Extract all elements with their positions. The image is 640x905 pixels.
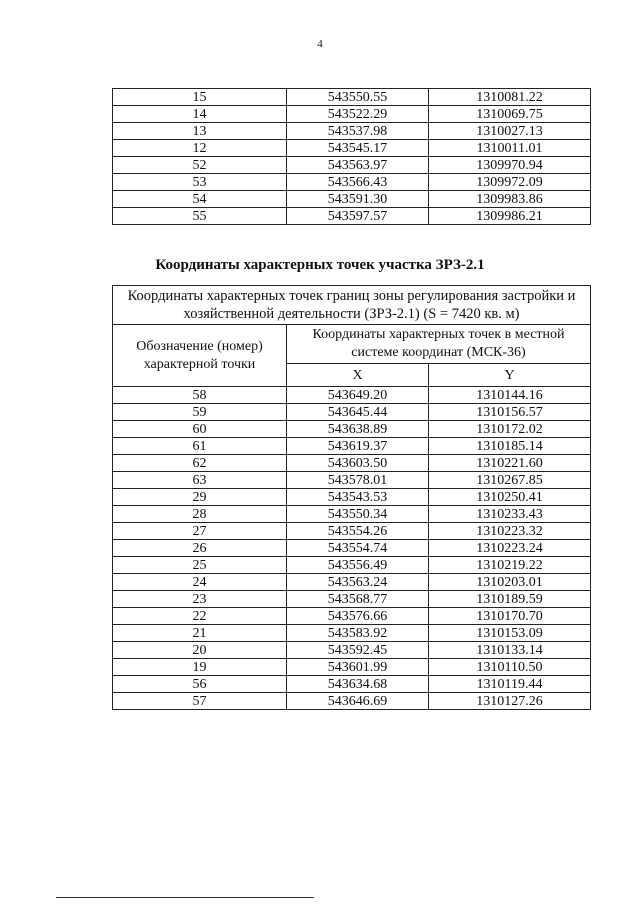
x-coordinate-cell: 543592.45 xyxy=(287,642,429,659)
x-coordinate-cell: 543645.44 xyxy=(287,404,429,421)
table-row xyxy=(113,157,591,174)
y-coordinate-cell: 1310189.59 xyxy=(429,591,591,608)
table-row xyxy=(113,387,591,404)
y-coordinate-cell: 1310221.60 xyxy=(429,455,591,472)
y-column-header: Y xyxy=(429,364,591,387)
point-number-cell: 15 xyxy=(113,89,287,106)
y-coordinate-cell: 1310185.14 xyxy=(429,438,591,455)
table-row xyxy=(113,489,591,506)
table-row xyxy=(113,421,591,438)
table-row xyxy=(113,455,591,472)
point-number-cell: 25 xyxy=(113,557,287,574)
table-header-row xyxy=(113,286,591,325)
table-row xyxy=(113,174,591,191)
point-number-cell: 56 xyxy=(113,676,287,693)
y-coordinate-cell: 1309983.86 xyxy=(429,191,591,208)
x-coordinate-cell: 543603.50 xyxy=(287,455,429,472)
point-number-cell: 21 xyxy=(113,625,287,642)
y-coordinate-cell: 1310250.41 xyxy=(429,489,591,506)
table-row xyxy=(113,540,591,557)
table-row xyxy=(113,625,591,642)
page-number: 4 xyxy=(317,38,323,50)
x-coordinate-cell: 543556.49 xyxy=(287,557,429,574)
point-number-cell: 29 xyxy=(113,489,287,506)
section-title: Координаты характерных точек участка ЗРЗ-2.1 xyxy=(155,257,485,273)
table-row xyxy=(113,523,591,540)
x-coordinate-cell: 543550.55 xyxy=(287,89,429,106)
y-coordinate-cell: 1310267.85 xyxy=(429,472,591,489)
point-number-cell: 27 xyxy=(113,523,287,540)
x-coordinate-cell: 543522.29 xyxy=(287,106,429,123)
point-number-cell: 13 xyxy=(113,123,287,140)
y-coordinate-cell: 1309972.09 xyxy=(429,174,591,191)
point-number-cell: 52 xyxy=(113,157,287,174)
y-coordinate-cell: 1310172.02 xyxy=(429,421,591,438)
point-number-cell: 20 xyxy=(113,642,287,659)
x-coordinate-cell: 543545.17 xyxy=(287,140,429,157)
x-coordinate-cell: 543634.68 xyxy=(287,676,429,693)
table-row xyxy=(113,591,591,608)
coordinates-header: Координаты характерных точек в местной системе координат (МСК-36) xyxy=(287,325,591,364)
table-row xyxy=(113,89,591,106)
x-coordinate-cell: 543597.57 xyxy=(287,208,429,225)
coordinates-table-continued-body xyxy=(113,89,591,225)
table-row xyxy=(113,404,591,421)
y-coordinate-cell: 1309986.21 xyxy=(429,208,591,225)
coordinates-table-continued xyxy=(112,88,591,225)
table-row xyxy=(113,472,591,489)
y-coordinate-cell: 1310170.70 xyxy=(429,608,591,625)
y-coordinate-cell: 1310011.01 xyxy=(429,140,591,157)
point-number-cell: 22 xyxy=(113,608,287,625)
x-coordinate-cell: 543638.89 xyxy=(287,421,429,438)
y-coordinate-cell: 1310223.24 xyxy=(429,540,591,557)
y-coordinate-cell: 1310233.43 xyxy=(429,506,591,523)
point-number-cell: 62 xyxy=(113,455,287,472)
y-coordinate-cell: 1310219.22 xyxy=(429,557,591,574)
x-column-header: X xyxy=(287,364,429,387)
x-coordinate-cell: 543554.26 xyxy=(287,523,429,540)
y-coordinate-cell: 1310069.75 xyxy=(429,106,591,123)
y-coordinate-cell: 1309970.94 xyxy=(429,157,591,174)
point-number-cell: 63 xyxy=(113,472,287,489)
table-row xyxy=(113,642,591,659)
y-coordinate-cell: 1310153.09 xyxy=(429,625,591,642)
x-coordinate-cell: 543583.92 xyxy=(287,625,429,642)
point-number-cell: 24 xyxy=(113,574,287,591)
table-row xyxy=(113,438,591,455)
table-caption-header: Координаты характерных точек границ зоны регулирования застройки и хозяйственной деятельности (ЗРЗ-2.1) (S = 7420 кв. м) xyxy=(113,286,591,325)
y-coordinate-cell: 1310119.44 xyxy=(429,676,591,693)
point-number-cell: 60 xyxy=(113,421,287,438)
point-number-cell: 58 xyxy=(113,387,287,404)
table-row xyxy=(113,208,591,225)
table-row xyxy=(113,693,591,710)
x-coordinate-cell: 543568.77 xyxy=(287,591,429,608)
point-number-header: Обозначение (номер) характерной точки xyxy=(113,325,287,387)
x-coordinate-cell: 543554.74 xyxy=(287,540,429,557)
x-coordinate-cell: 543649.20 xyxy=(287,387,429,404)
table-row xyxy=(113,676,591,693)
y-coordinate-cell: 1310156.57 xyxy=(429,404,591,421)
point-number-cell: 59 xyxy=(113,404,287,421)
point-number-cell: 23 xyxy=(113,591,287,608)
point-number-cell: 57 xyxy=(113,693,287,710)
table-header-row xyxy=(113,325,591,364)
table-row xyxy=(113,608,591,625)
x-coordinate-cell: 543563.97 xyxy=(287,157,429,174)
table-row xyxy=(113,123,591,140)
x-coordinate-cell: 543578.01 xyxy=(287,472,429,489)
x-coordinate-cell: 543543.53 xyxy=(287,489,429,506)
table-row xyxy=(113,506,591,523)
x-coordinate-cell: 543550.34 xyxy=(287,506,429,523)
point-number-cell: 61 xyxy=(113,438,287,455)
coordinates-table-zrz-2-1-body xyxy=(113,387,591,710)
table-row xyxy=(113,191,591,208)
y-coordinate-cell: 1310027.13 xyxy=(429,123,591,140)
x-coordinate-cell: 543576.66 xyxy=(287,608,429,625)
point-number-cell: 54 xyxy=(113,191,287,208)
y-coordinate-cell: 1310203.01 xyxy=(429,574,591,591)
y-coordinate-cell: 1310110.50 xyxy=(429,659,591,676)
point-number-cell: 12 xyxy=(113,140,287,157)
x-coordinate-cell: 543566.43 xyxy=(287,174,429,191)
table-row xyxy=(113,574,591,591)
y-coordinate-cell: 1310144.16 xyxy=(429,387,591,404)
table-row xyxy=(113,140,591,157)
y-coordinate-cell: 1310081.22 xyxy=(429,89,591,106)
x-coordinate-cell: 543591.30 xyxy=(287,191,429,208)
table-row xyxy=(113,557,591,574)
table-row xyxy=(113,106,591,123)
point-number-cell: 26 xyxy=(113,540,287,557)
x-coordinate-cell: 543537.98 xyxy=(287,123,429,140)
point-number-cell: 19 xyxy=(113,659,287,676)
point-number-cell: 28 xyxy=(113,506,287,523)
footer-divider xyxy=(56,897,314,898)
x-coordinate-cell: 543563.24 xyxy=(287,574,429,591)
x-coordinate-cell: 543601.99 xyxy=(287,659,429,676)
y-coordinate-cell: 1310127.26 xyxy=(429,693,591,710)
point-number-cell: 14 xyxy=(113,106,287,123)
y-coordinate-cell: 1310223.32 xyxy=(429,523,591,540)
x-coordinate-cell: 543646.69 xyxy=(287,693,429,710)
point-number-cell: 53 xyxy=(113,174,287,191)
y-coordinate-cell: 1310133.14 xyxy=(429,642,591,659)
table-row xyxy=(113,659,591,676)
point-number-cell: 55 xyxy=(113,208,287,225)
coordinates-table-zrz-2-1 xyxy=(112,285,591,710)
x-coordinate-cell: 543619.37 xyxy=(287,438,429,455)
